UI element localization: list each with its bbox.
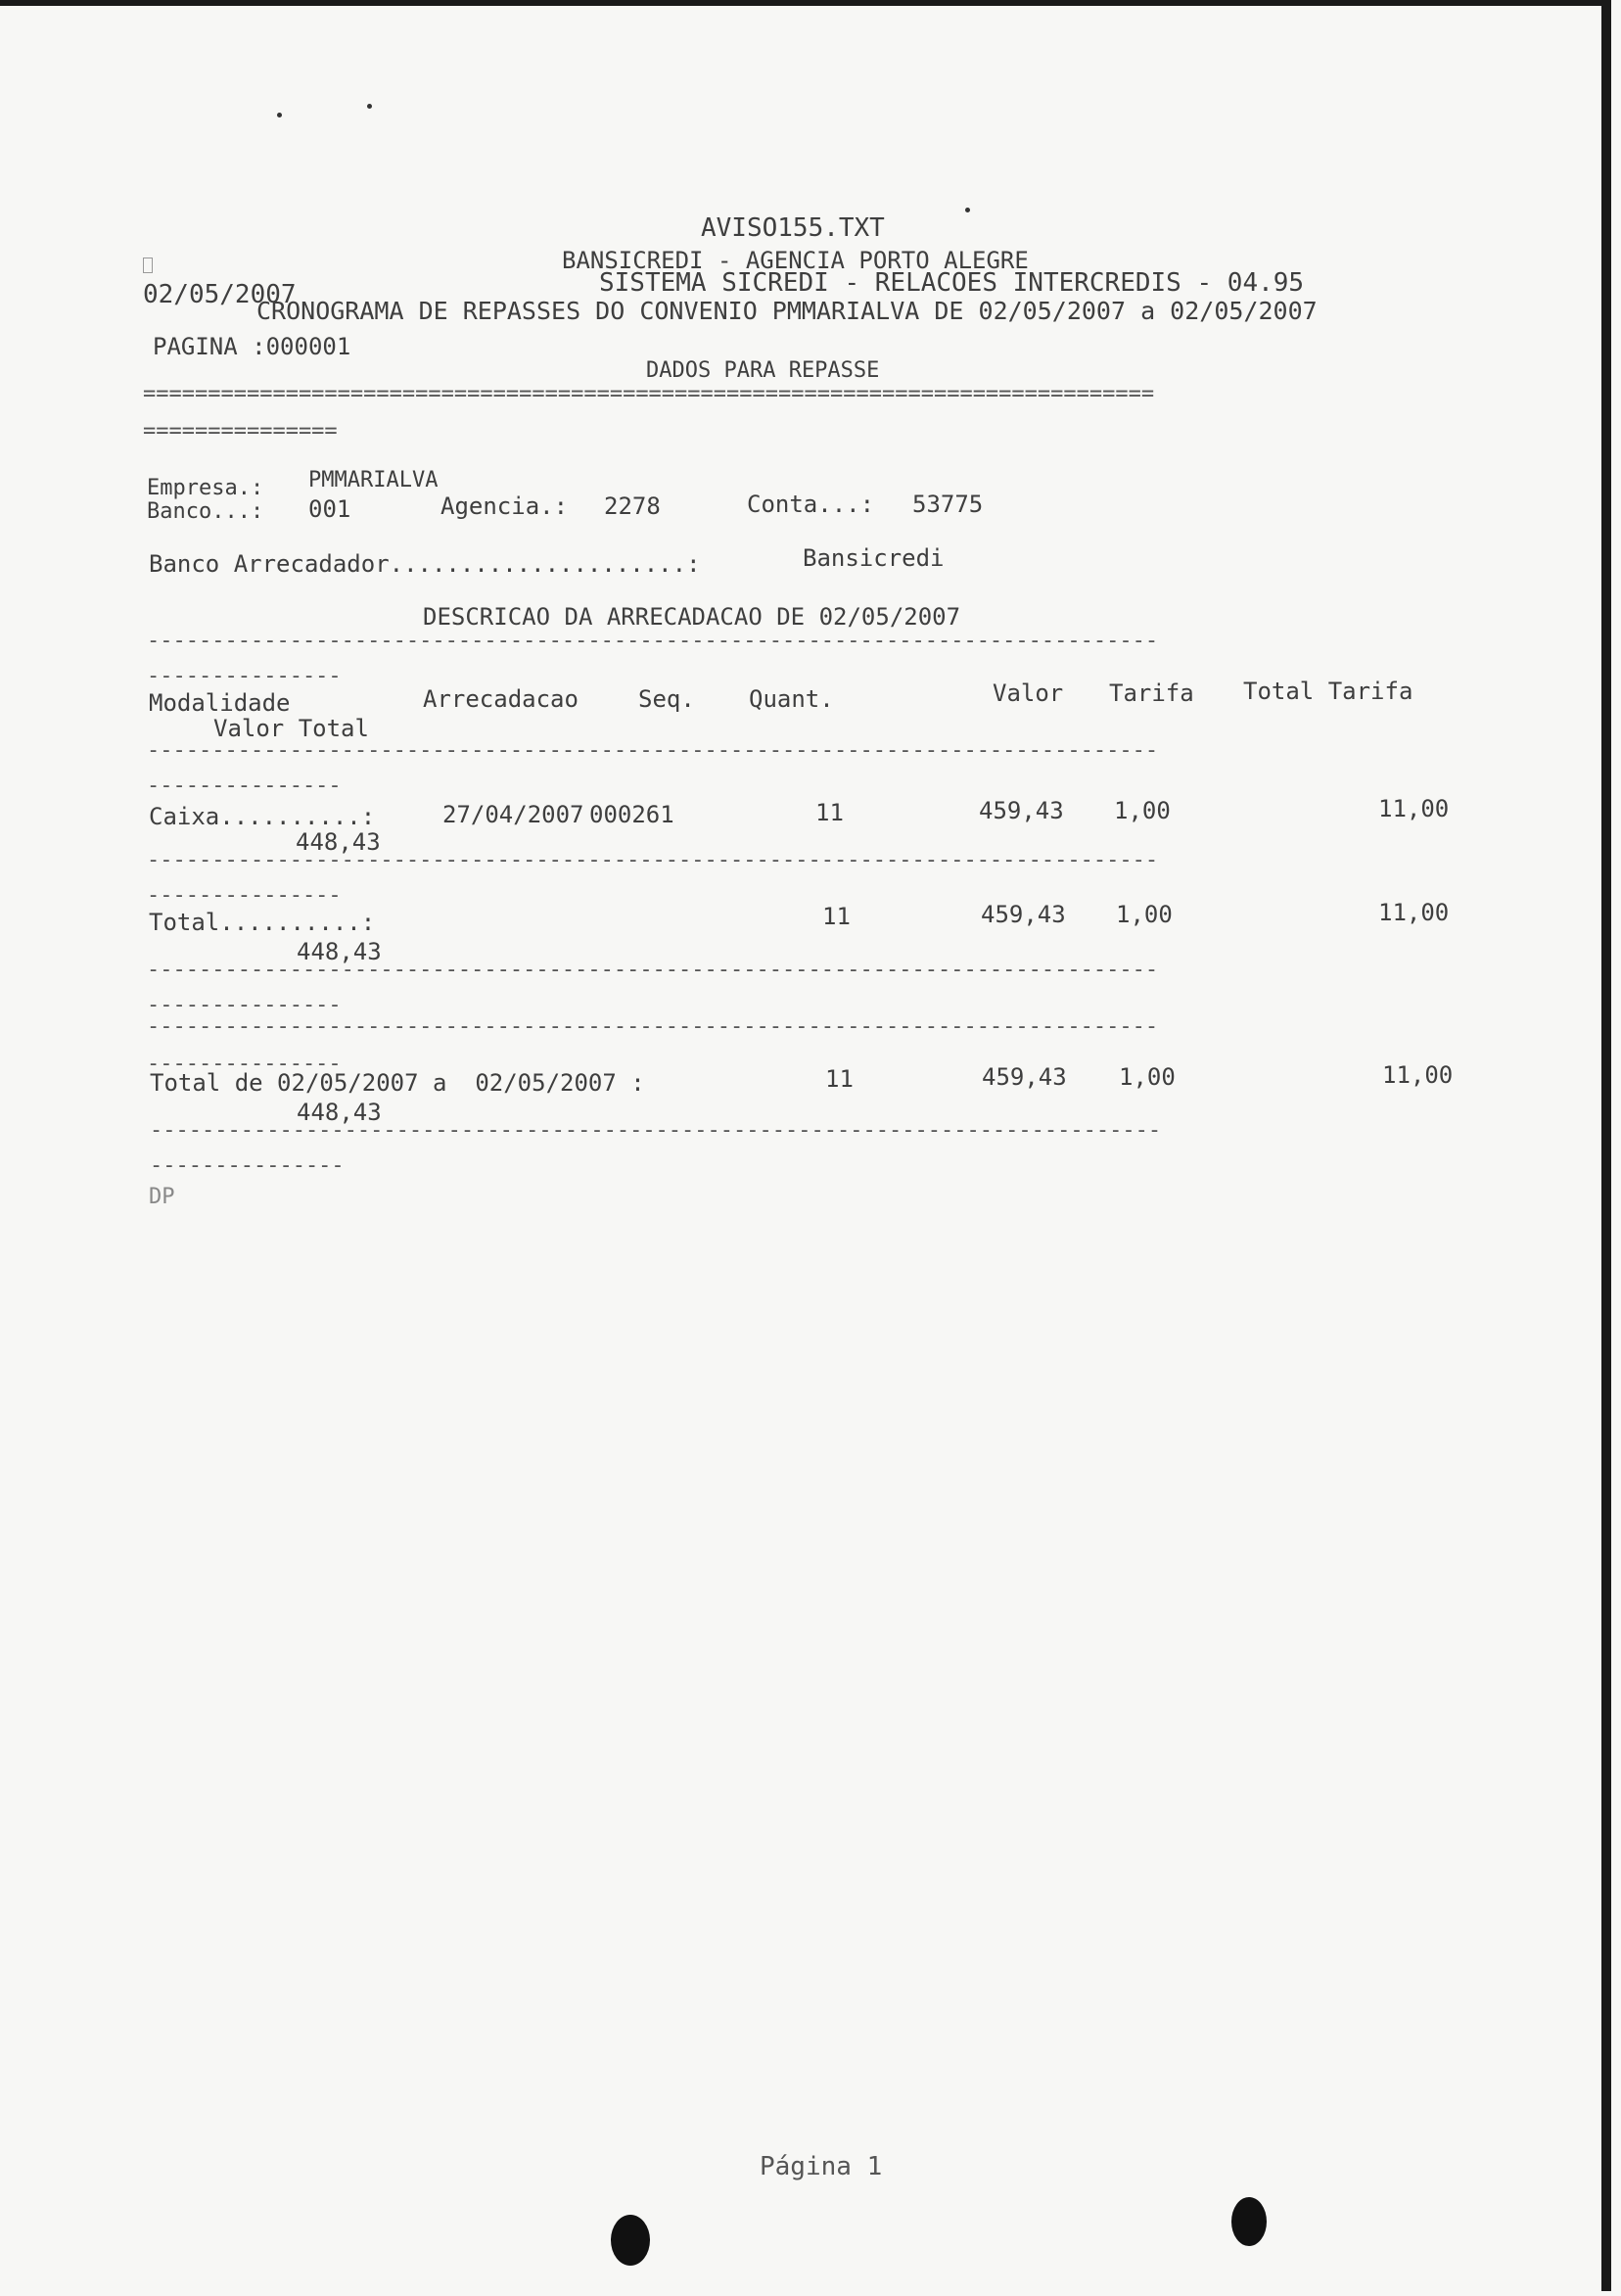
banco-label: Banco...: [147,499,264,524]
row-quant: 11 [815,799,844,826]
total-valor-total: 448,43 [297,938,382,965]
grand-total-total-tarifa: 11,00 [1382,1061,1454,1089]
total-total-tarifa: 11,00 [1378,899,1450,926]
schedule-line: CRONOGRAMA DE REPASSES DO CONVENIO PMMARIALVA DE 02/05/2007 a 02/05/2007 [256,297,1318,325]
file-name: AVISO155.TXT [701,213,885,243]
col-modalidade: Modalidade [149,689,291,717]
placeholder-glyph-icon [143,258,153,273]
banco-value: 001 [308,495,351,523]
row-label: Caixa..........: [149,803,376,830]
agencia-label: Agencia.: [440,492,569,520]
dash-rule: --------------- [147,666,342,687]
page-label: PAGINA :000001 [153,333,351,360]
dash-rule: --------------- [147,1054,342,1075]
col-arrecadacao: Arrecadacao [423,685,579,713]
dash-rule: --------------- [150,1155,345,1177]
section-title: DADOS PARA REPASSE [646,358,880,383]
dash-rule: ------------------------------------------------------------------------------ [147,850,1159,871]
grand-total-label: Total de 02/05/2007 a 02/05/2007 : [150,1069,645,1097]
col-tarifa: Tarifa [1109,679,1194,707]
total-quant: 11 [822,903,851,930]
col-total-tarifa: Total Tarifa [1243,678,1413,705]
grand-total-quant: 11 [825,1065,854,1093]
page-footer: Página 1 [760,2152,883,2181]
total-tarifa: 1,00 [1116,901,1173,928]
grand-total-valor: 459,43 [982,1063,1067,1091]
scan-speck [367,104,372,109]
total-label: Total..........: [149,909,376,936]
double-rule: ============================================================================== [143,384,1155,405]
report-date: 02/05/2007 [143,280,297,309]
arrecadador-label: Banco Arrecadador.....................: [149,550,701,578]
grand-total-valor-total: 448,43 [297,1099,382,1126]
system-line: SISTEMA SICREDI - RELACOES INTERCREDIS - 04.95 [599,268,1305,298]
description-title: DESCRICAO DA ARRECADACAO DE 02/05/2007 [423,603,961,631]
grand-total-tarifa: 1,00 [1119,1063,1176,1091]
row-tarifa: 1,00 [1114,797,1171,824]
footer-code: DP [149,1185,175,1209]
col-quant: Quant. [749,685,834,713]
row-seq: 000261 [589,801,674,828]
bank-line: BANSICREDI - AGENCIA PORTO ALEGRE [562,247,1029,274]
conta-label: Conta...: [747,491,875,518]
row-total-tarifa: 11,00 [1378,795,1450,822]
agencia-value: 2278 [604,492,661,520]
dash-rule: ------------------------------------------------------------------------------ [150,1120,1162,1142]
total-valor: 459,43 [981,901,1066,928]
dash-rule: --------------- [147,995,342,1016]
empresa-label: Empresa.: [147,476,264,500]
row-arrecadacao: 27/04/2007 [442,801,584,828]
empresa-value: PMMARIALVA [308,468,439,492]
dash-rule: ------------------------------------------------------------------------------ [147,740,1159,762]
col-valor: Valor [993,679,1064,707]
dash-rule: ------------------------------------------------------------------------------ [147,960,1159,981]
dash-rule: --------------- [147,885,342,907]
arrecadador-value: Bansicredi [803,544,945,572]
double-rule: =============== [143,421,338,443]
dash-rule: ------------------------------------------------------------------------------ [147,631,1159,652]
scan-speck [277,113,282,117]
conta-value: 53775 [912,491,984,518]
dash-rule: --------------- [147,775,342,797]
punch-hole [611,2215,650,2266]
dash-rule: ------------------------------------------------------------------------------ [147,1016,1159,1038]
col-valor-total: Valor Total [213,715,369,742]
punch-hole [1231,2197,1267,2246]
col-seq: Seq. [638,685,695,713]
row-valor: 459,43 [979,797,1064,824]
scan-speck [965,208,970,212]
row-valor-total: 448,43 [296,828,381,856]
